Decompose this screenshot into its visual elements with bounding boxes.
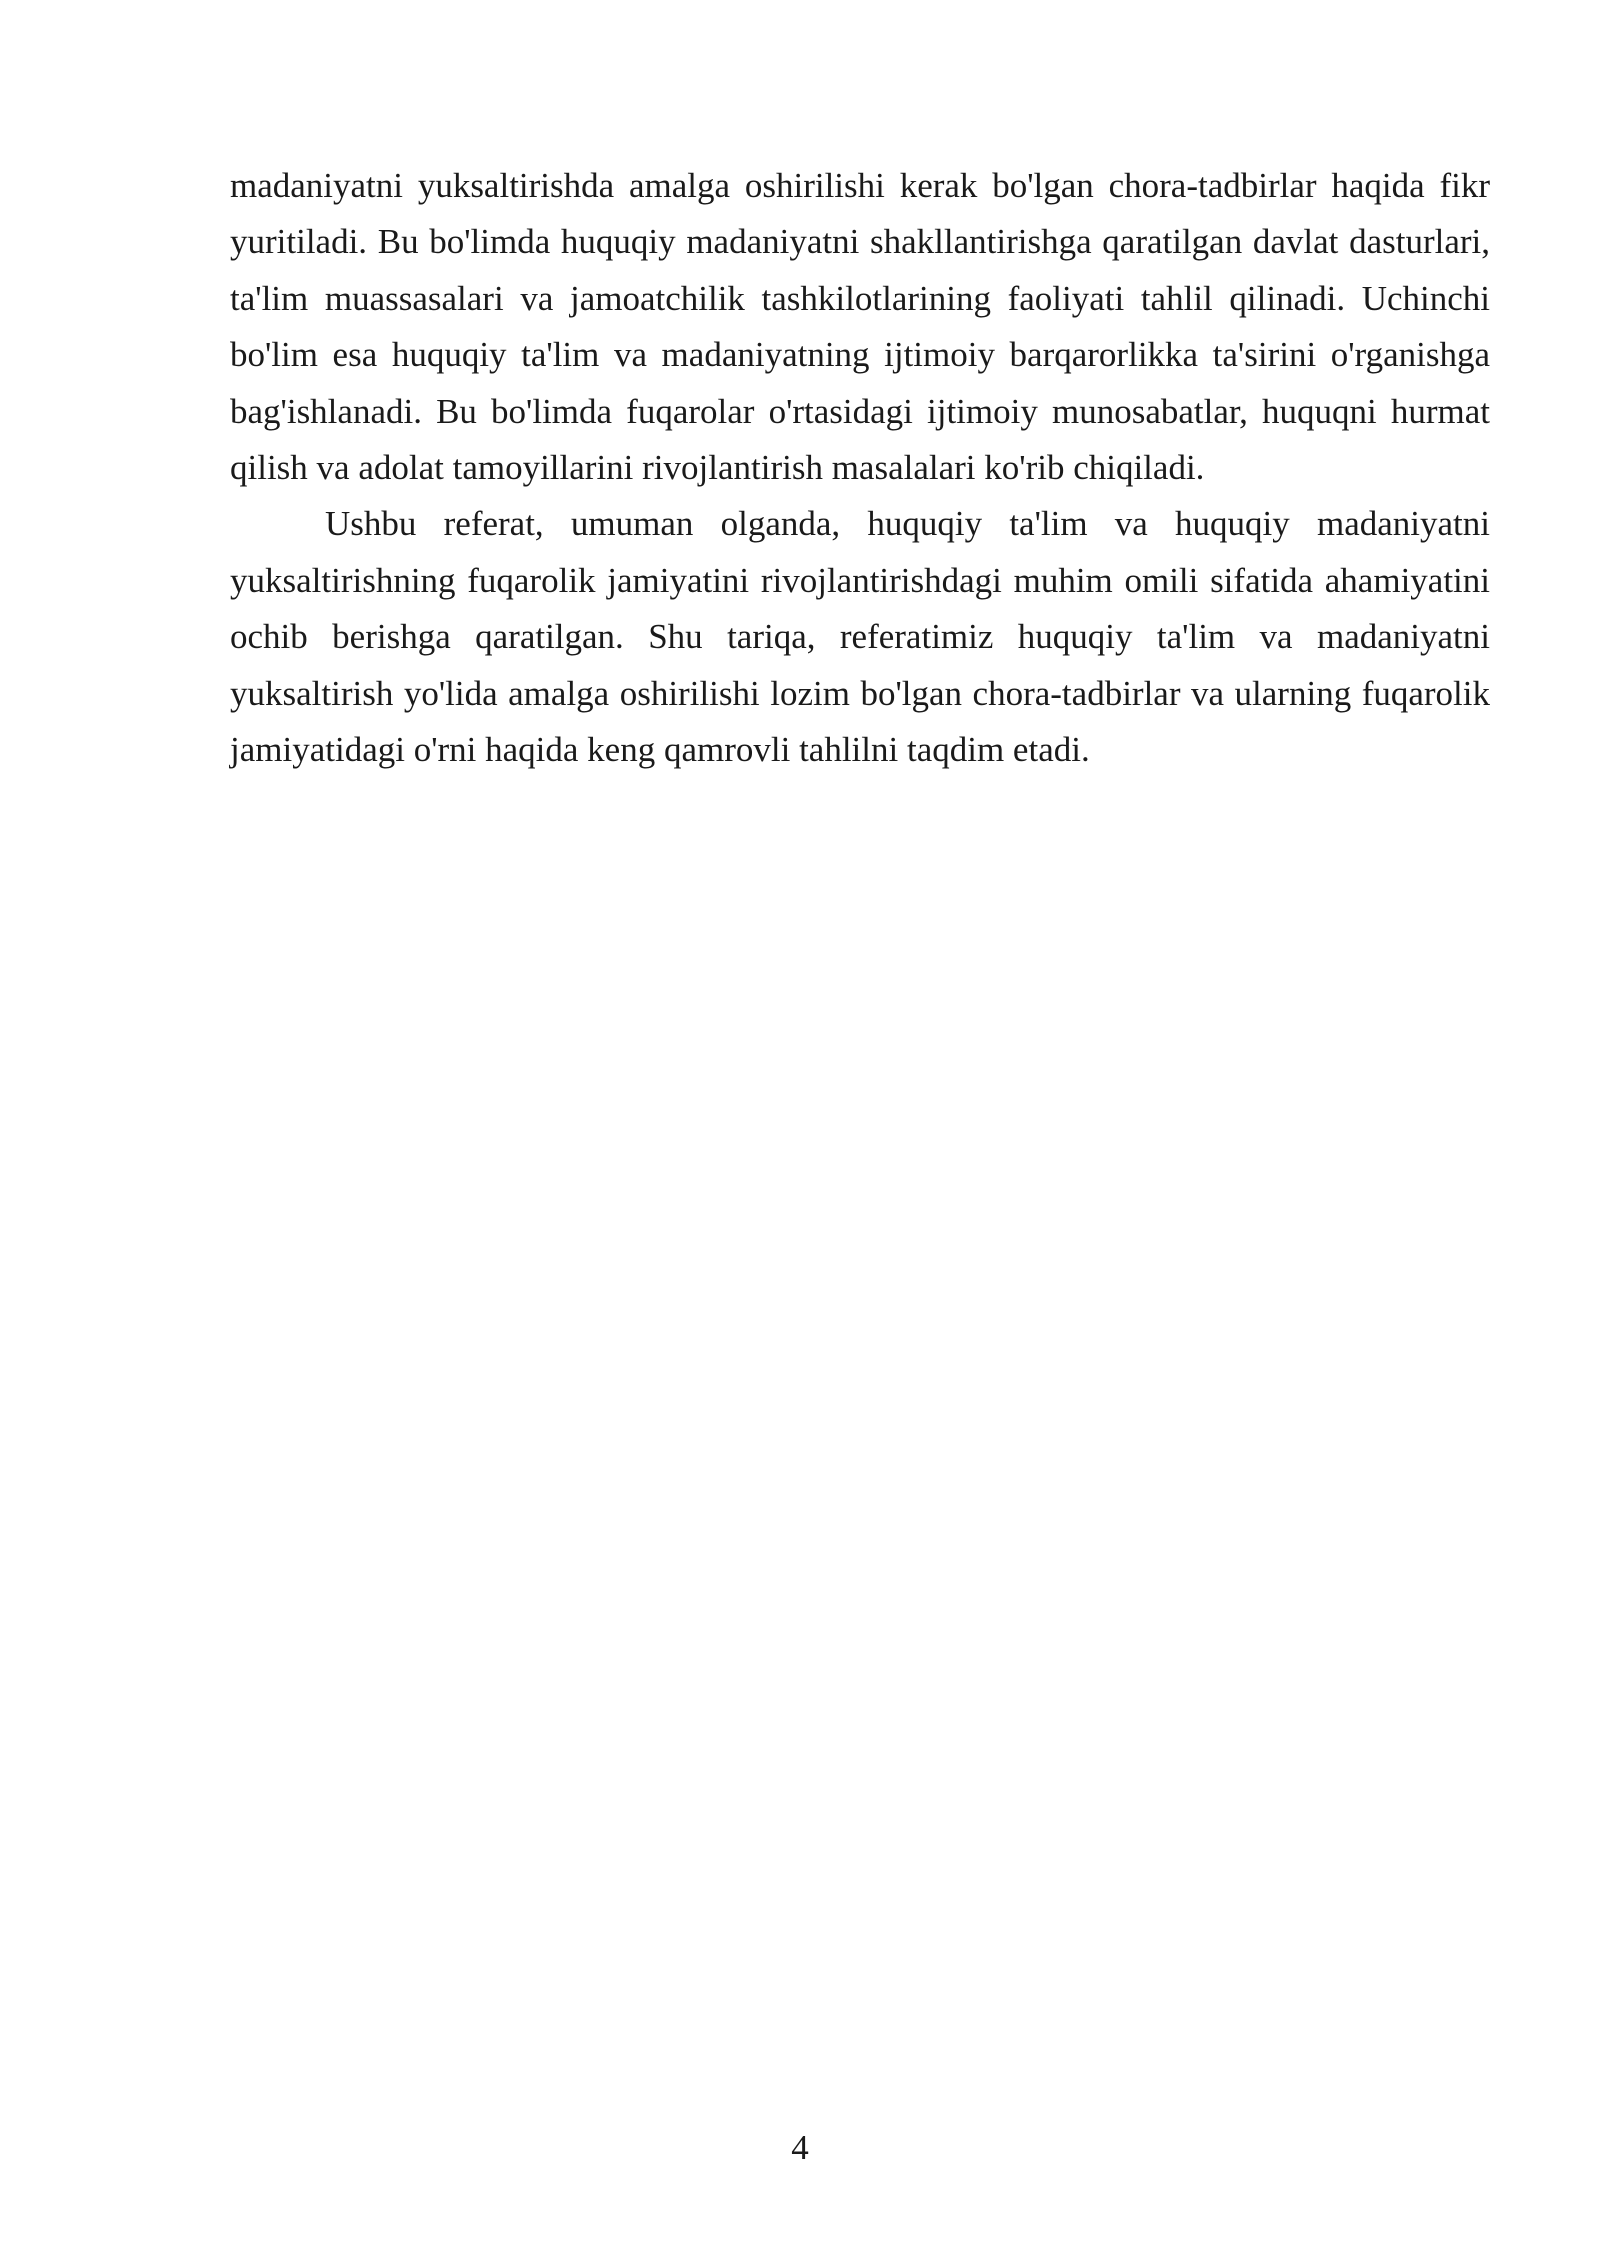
page-number: 4 [791, 2128, 809, 2167]
paragraph-continuation: madaniyatni yuksaltirishda amalga oshirilishi kerak bo'lgan chora-tadbirlar haqida fikr yuritiladi. Bu bo'limda huquqiy madaniyatni shakllantirishga qaratilgan davlat dasturlari, ta'lim muassasalari va jamoatchilik tashkilotlarining faoliyati tahlil qilinadi. Uchinchi bo'lim esa huquqiy ta'lim va madaniyatning ijtimoiy barqarorlikka ta'sirini o'rganishga bag'ishlanadi. Bu bo'limda fuqarolar o'rtasidagi ijtimoiy munosabatlar, huquqni hurmat qilish va adolat tamoyillarini rivojlantirish masalalari ko'rib chiqiladi. [230, 166, 1490, 488]
paragraph-summary: Ushbu referat, umuman olganda, huquqiy ta'lim va huquqiy madaniyatni yuksaltirishning fuqarolik jamiyatini rivojlantirishdagi muhim omili sifatida ahamiyatini ochib berishga qaratilgan. Shu tariqa, referatimiz huquqiy ta'lim va madaniyatni yuksaltirish yo'lida amalga oshirilishi lozim bo'lgan chora-tadbirlar va ularning fuqarolik jamiyatidagi o'rni haqida keng qamrovli tahlilni taqdim etadi. [230, 504, 1490, 770]
body-text [230, 158, 1490, 778]
